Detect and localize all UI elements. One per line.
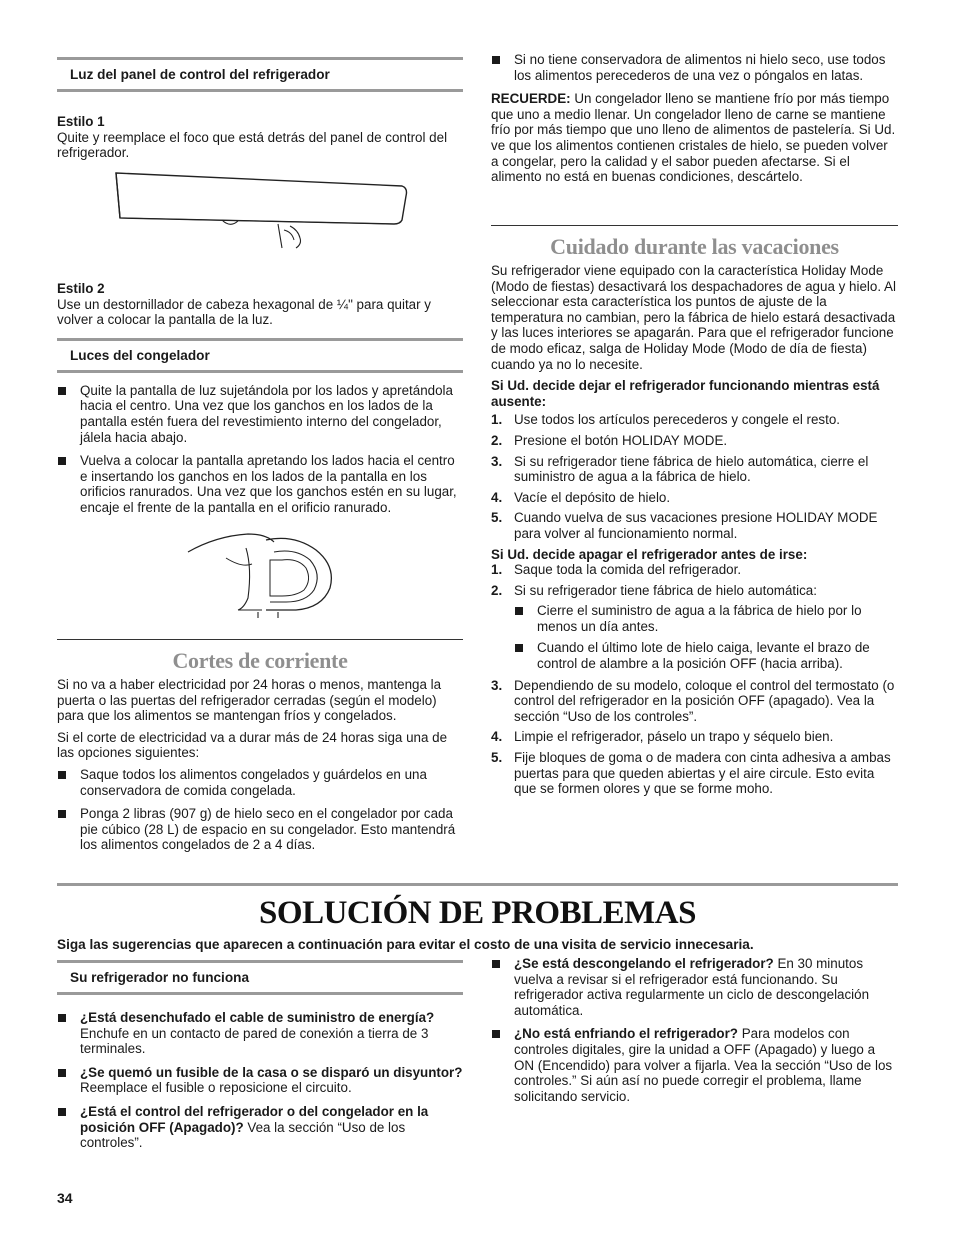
step-text: Presione el botón HOLIDAY MODE.: [514, 432, 728, 448]
list-item: [57, 1010, 463, 1057]
off-heading: Si Ud. decide apagar el refrigerador antes de irse:: [491, 546, 808, 562]
list-item: Ponga 2 libras (907 g) de hielo seco en el congelador por cada pie cúbico (28 L) de espacio en su congelador. Esto mantendrá los alimentos congelados de 2 a 4 días.: [57, 806, 463, 853]
power-outage-p2: Si el corte de electricidad va a durar más de 24 horas siga una de las opciones siguientes:: [57, 729, 448, 761]
page-number: 34: [57, 1190, 73, 1206]
step-number: 1.: [491, 562, 503, 578]
remember-label: RECUERDE:: [491, 91, 571, 107]
step-text: Limpie el refrigerador, páselo un trapo y séquelo bien.: [514, 729, 834, 745]
troubleshooting-left: [57, 960, 463, 1159]
running-heading: Si Ud. decide dejar el refrigerador funcionando mientras está ausente:: [491, 378, 880, 409]
section-divider: [491, 225, 898, 226]
answer: Vea la sección “Uso de los controles”.: [80, 1119, 406, 1151]
control-panel-light-illustration: [110, 168, 410, 258]
remember-note: [491, 91, 898, 185]
step-number: 4.: [491, 729, 503, 745]
troubleshooting-right-list: [491, 956, 898, 1104]
list-item: [491, 956, 898, 1018]
style1-text: Quite y reemplace el foco que está detrás del panel de control del refrigerador.: [57, 129, 448, 161]
power-outage-heading: Cortes de corriente: [172, 648, 348, 673]
panel-light-heading: Luz del panel de control del refrigerador: [57, 57, 463, 92]
vacation-heading: Cuidado durante las vacaciones: [550, 234, 839, 259]
list-item: [491, 562, 898, 578]
troubleshooting-title: SOLUCIÓN DE PROBLEMAS: [259, 895, 696, 931]
step-text: Si su refrigerador tiene fábrica de hielo automática:: [514, 582, 817, 598]
list-item: [57, 1104, 463, 1151]
list-item: [491, 454, 898, 485]
answer: Enchufe en un contacto de pared de conexión a tierra de 3 terminales.: [80, 1025, 429, 1057]
list-item: [491, 583, 898, 672]
step-text: Fije bloques de goma o de madera con cinta adhesiva a ambas puertas para que queden abiertas y el aire circule. Esto evita que se formen olores y que se forme moho.: [514, 750, 891, 797]
answer: Reemplace el fusible o reposicione el circuito.: [80, 1080, 352, 1096]
style2-label: Estilo 2: [57, 281, 105, 296]
outage-continued-list: [491, 52, 898, 83]
step-number: 4.: [491, 489, 503, 505]
step-text: Use todos los artículos perecederos y congele el resto.: [514, 412, 841, 428]
list-item: [57, 1065, 463, 1096]
power-outage-list: [57, 767, 463, 853]
power-outage-p1: Si no va a haber electricidad por 24 horas o menos, mantenga la puerta o las puertas del refrigerador cerradas (según el modelo) para que los alimentos se mantengan fríos y congelados.: [57, 677, 442, 724]
troubleshooting-intro: Siga las sugerencias que aparecen a continuación para evitar el costo de una visita de servicio innecesaria.: [57, 937, 754, 952]
answer: En 30 minutos vuelva a revisar si el refrigerador está funcionando. Su refrigerador activa regularmente un ciclo de descongelación automática.: [514, 956, 870, 1018]
step-number: 3.: [491, 677, 503, 693]
step-text: Cuando vuelva de sus vacaciones presione HOLIDAY MODE para volver al funcionamiento normal.: [514, 510, 878, 541]
vacation-section: [491, 234, 898, 802]
list-item: Quite la pantalla de luz sujetándola por los lados y apretándola hacia el centro. Una vez que los ganchos en los lados de la pantalla estén fuera del revestimiento interno del congelador, jálela hacia abajo.: [57, 383, 463, 445]
off-step2-sublist: [514, 603, 898, 671]
answer: Para modelos con controles digitales, gire la unidad a OFF (Apagado) y luego a ON (Encendido) para volver a fijarla. Vea la sección “Uso de los controles.” Si aún así no puede corregir el problema, llame solicitando servicio.: [514, 1026, 893, 1104]
list-item: [491, 729, 898, 745]
power-outage-section: [57, 648, 463, 861]
left-column-style2: [57, 281, 463, 524]
running-steps: [491, 412, 898, 541]
step-text: Vacíe el depósito de hielo.: [514, 489, 671, 505]
step-number: 2.: [491, 432, 503, 448]
vacation-intro: Su refrigerador viene equipado con la característica Holiday Mode (Modo de fiestas) desactivará los despachadores de agua y hielo. Al seleccionar esta característica los puntos de ajuste de la temperatura no cambian, pero la fábrica de hielo estará desactivada y las luces interiores se apagarán. Para que el refrigerador funcione de modo eficaz, salga de Holiday Mode (Modo de día de fiesta) cuando ya no lo necesite.: [491, 263, 896, 372]
list-item: Cuando el último lote de hielo caiga, levante el brazo de control de alambre a la posición OFF (hacia arriba).: [514, 640, 898, 671]
troubleshooting-left-list: [57, 1010, 463, 1151]
list-item: [491, 412, 898, 428]
list-item: Si no tiene conservadora de alimentos ni hielo seco, use todos los alimentos perecederos de una vez o póngalos en latas.: [491, 52, 898, 83]
list-item: Cierre el suministro de agua a la fábrica de hielo por lo menos un día antes.: [514, 603, 898, 634]
step-number: 5.: [491, 510, 503, 526]
section-divider: [57, 639, 463, 640]
not-working-heading: Su refrigerador no funciona: [57, 960, 463, 995]
freezer-lights-heading: Luces del congelador: [57, 338, 463, 373]
troubleshooting-right: [491, 956, 898, 1112]
off-steps: [491, 562, 898, 797]
question: ¿Está el control del refrigerador o del congelador en la posición OFF (Apagado)?: [80, 1103, 429, 1135]
step-number: 2.: [491, 582, 503, 598]
question: ¿Se está descongelando el refrigerador?: [514, 956, 774, 971]
question: ¿No está enfriando el refrigerador?: [514, 1026, 738, 1042]
step-text: Saque toda la comida del refrigerador.: [514, 562, 742, 578]
left-column: [57, 57, 463, 167]
list-item: [491, 1026, 898, 1104]
step-text: Dependiendo de su modelo, coloque el control del termostato (o control del refrigerador en la posición OFF (apagado). Vea la sección “Uso de los controles”.: [514, 677, 895, 724]
question: ¿Se quemó un fusible de la casa o se disparó un disyuntor?: [80, 1064, 463, 1080]
freezer-lights-list: [57, 383, 463, 516]
list-item: Saque todos los alimentos congelados y guárdelos en una conservadora de comida congelada.: [57, 767, 463, 798]
list-item: [491, 678, 898, 725]
freezer-light-illustration: [186, 528, 336, 620]
style1-label: Estilo 1: [57, 114, 105, 129]
right-column: [491, 52, 898, 191]
troubleshooting-rule: [57, 883, 898, 886]
step-number: 1.: [491, 412, 503, 428]
list-item: [491, 510, 898, 541]
style2-text: Use un destornillador de cabeza hexagonal de ¼" para quitar y volver a colocar la pantalla de la luz.: [57, 296, 431, 328]
list-item: [491, 433, 898, 449]
list-item: Vuelva a colocar la pantalla apretando los lados hacia el centro e insertando los ganchos en los lados de la pantalla en los orificios ranurados. Una vez que los ganchos estén en su lugar, encaje el frente de la pantalla en el orificio ranurado.: [57, 453, 463, 515]
question: ¿Está desenchufado el cable de suministro de energía?: [80, 1010, 435, 1025]
list-item: [491, 750, 898, 797]
list-item: [491, 490, 898, 506]
remember-text: Un congelador lleno se mantiene frío por más tiempo que uno a medio llenar. Un congelador lleno de carne se mantiene frío por más tiempo que uno lleno de alimentos de pastelería. Si Ud. ve que los alimentos contienen cristales de hielo, se pueden volver a congelar, pero la calidad y el sabor pueden afectarse. Si el alimento no está en buenas condiciones, descártelo.: [491, 91, 896, 185]
step-number: 3.: [491, 453, 503, 469]
step-text: Si su refrigerador tiene fábrica de hielo automática, cierre el suministro de agua a la fábrica de hielo.: [514, 453, 869, 485]
step-number: 5.: [491, 750, 503, 766]
